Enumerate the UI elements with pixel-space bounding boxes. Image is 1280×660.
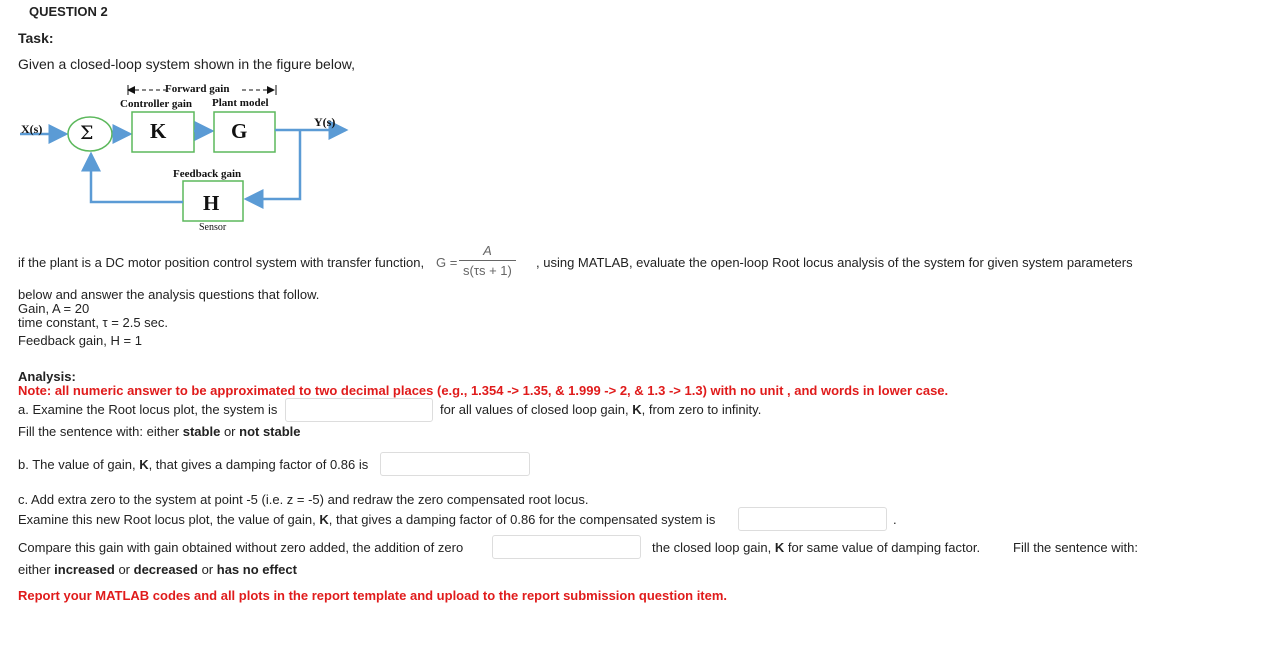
compare-options (18, 562, 297, 577)
question-a-after-text: for all values of closed loop gain, (440, 402, 633, 417)
answer-c-input[interactable] (738, 507, 887, 531)
controller-gain-label: Controller gain (120, 98, 193, 110)
g-block-label: G (231, 119, 248, 143)
either-text: either (18, 562, 55, 577)
tau-line: time constant, τ = 2.5 sec. (18, 315, 169, 330)
g-equals: G = (436, 255, 458, 270)
question-c-text-b: , that gives a damping factor of 0.86 for the compensated system is (328, 512, 716, 527)
compare-before: Compare this gain with gain obtained without zero added, the addition of zero (18, 540, 464, 555)
question-c-text-a: Examine this new Root locus plot, the value of gain, (18, 512, 320, 527)
question-b-k: K (139, 457, 149, 472)
answer-compare-input[interactable] (492, 535, 641, 559)
question-a-after-text-2: , from zero to infinity. (641, 402, 762, 417)
question-c-k: K (319, 512, 329, 527)
question-b-text-2: , that gives a damping factor of 0.86 is (148, 457, 369, 472)
feedback-gain-label: Feedback gain (173, 168, 242, 180)
question-a-after (440, 402, 761, 417)
given-text: Given a closed-loop system shown in the figure below, (18, 56, 355, 72)
option-decreased: decreased (133, 562, 198, 577)
compare-after (652, 540, 980, 555)
option-no-effect: has no effect (216, 562, 297, 577)
answer-b-input[interactable] (380, 452, 530, 476)
or-text-2: or (197, 562, 217, 577)
compare-after-text-2: for same value of damping factor. (784, 540, 981, 555)
task-label: Task: (18, 30, 54, 46)
feedback-line: Feedback gain, H = 1 (18, 333, 142, 348)
option-stable: stable (182, 424, 221, 439)
question-b-text (18, 457, 368, 472)
answer-a-input[interactable] (285, 398, 433, 422)
h-block-label: H (203, 191, 220, 215)
question-a-fill (18, 424, 301, 439)
option-increased: increased (54, 562, 115, 577)
forward-gain-label: Forward gain (165, 83, 230, 95)
plant-intro: if the plant is a DC motor position control system with transfer function, (18, 255, 425, 270)
output-label: Y(s) (314, 115, 336, 129)
compare-after-text-1: the closed loop gain, (652, 540, 775, 555)
or-text: or (220, 424, 240, 439)
analysis-label: Analysis: (18, 369, 76, 384)
sum-symbol: Σ (80, 122, 94, 144)
input-label: X(s) (21, 122, 43, 136)
question-b-text-1: b. The value of gain, (18, 457, 140, 472)
sensor-label: Sensor (199, 222, 227, 233)
report-instruction: Report your MATLAB codes and all plots in the report template and upload to the report submission question item. (18, 588, 728, 603)
question-a-text: a. Examine the Root locus plot, the system is (18, 402, 278, 417)
option-not-stable: not stable (239, 424, 301, 439)
block-diagram (16, 82, 356, 234)
plant-after-text: , using MATLAB, evaluate the open-loop Root locus analysis of the system for given system parameters (536, 255, 1133, 270)
question-title: QUESTION 2 (29, 4, 108, 19)
plant-below-text: below and answer the analysis questions that follow. (18, 287, 320, 302)
k-block-label: K (150, 119, 167, 143)
question-c-period: . (893, 512, 897, 527)
question-a-k: K (632, 402, 642, 417)
or-text-1: or (114, 562, 134, 577)
transfer-function (459, 243, 516, 278)
plant-model-label: Plant model (212, 97, 269, 109)
question-c-line-1: c. Add extra zero to the system at point -5 (i.e. z = -5) and redraw the zero compensated root locus. (18, 492, 589, 507)
tf-denominator: s(τs + 1) (459, 260, 516, 278)
fill-text: Fill the sentence with: either (18, 424, 183, 439)
tf-numerator: A (483, 243, 492, 258)
compare-k: K (774, 540, 785, 555)
compare-fill: Fill the sentence with: (1013, 540, 1139, 555)
question-c-line-2 (18, 512, 715, 527)
analysis-note: Note: all numeric answer to be approximated to two decimal places (e.g., 1.354 -> 1.35, & 1.999 -> 2, & 1.3 -> 1.3) with no unit , and words in lower case. (18, 383, 949, 398)
gain-line: Gain, A = 20 (18, 301, 90, 316)
